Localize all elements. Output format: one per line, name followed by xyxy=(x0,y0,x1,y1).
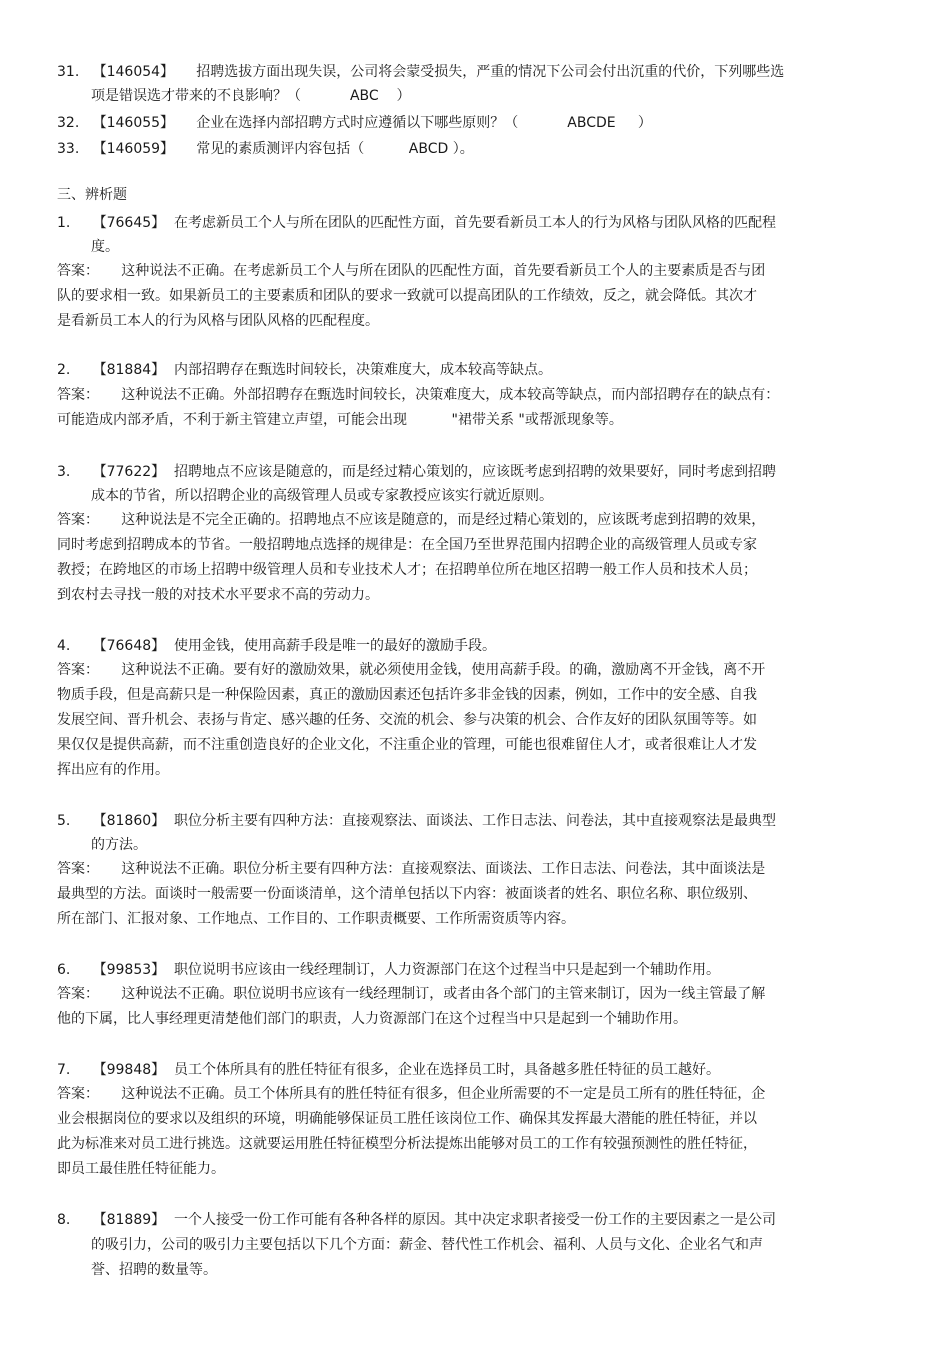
item-2-answer-line2: 可能造成内部矛盾，不利于新主管建立声望，可能会出现 "裙带关系 "或帮派现象等。 xyxy=(57,412,623,428)
mc-item-32: 32. 【146055】 企业在选择内部招聘方式时应遵循以下哪些原则？（ ABCDE ） xyxy=(57,115,652,131)
item-4-answer-line4: 果仅仅是提供高薪，而不注重创造良好的企业文化，不注重企业的管理，可能也很难留住人才，或者很难让人才发 xyxy=(57,737,757,753)
section-title: 三、辨析题 xyxy=(57,187,127,203)
mc-item-33: 33. 【146059】 常见的素质测评内容包括（ ABCD ）。 xyxy=(57,141,474,157)
item-3-question-line2: 成本的节省，所以招聘企业的高级管理人员或专家教授应该实行就近原则。 xyxy=(91,488,553,504)
item-8-question-line1: 8. 【81889】 一个人接受一份工作可能有各种各样的原因。其中决定求职者接受一份工作的主要因素之一是公司 xyxy=(57,1212,777,1228)
item-3-question-line1: 3. 【77622】 招聘地点不应该是随意的，而是经过精心策划的，应该既考虑到招聘的效果要好，同时考虑到招聘 xyxy=(57,464,777,480)
item-5-answer-line1: 答案： 这种说法不正确。职位分析主要有四种方法：直接观察法、面谈法、工作日志法、问卷法，其中面谈法是 xyxy=(57,861,766,877)
item-1-question-line1: 1. 【76645】 在考虑新员工个人与所在团队的匹配性方面，首先要看新员工本人的行为风格与团队风格的匹配程 xyxy=(57,215,777,231)
item-1-answer-line3: 是看新员工本人的行为风格与团队风格的匹配程度。 xyxy=(57,313,379,329)
item-2-answer-line1: 答案： 这种说法不正确。外部招聘存在甄选时间较长，决策难度大，成本较高等缺点，而内部招聘存在的缺点有： xyxy=(57,387,780,403)
item-7-answer-line3: 此为标准来对员工进行挑选。这就要运用胜任特征模型分析法提炼出能够对员工的工作有较强预测性的胜任特征， xyxy=(57,1136,757,1152)
item-4-answer-line2: 物质手段，但是高薪只是一种保险因素，真正的激励因素还包括许多非金钱的因素，例如，工作中的安全感、自我 xyxy=(57,687,757,703)
item-3-answer-line2: 同时考虑到招聘成本的节省。一般招聘地点选择的规律是：在全国乃至世界范围内招聘企业的高级管理人员或专家 xyxy=(57,537,757,553)
item-1-answer-line1: 答案： 这种说法不正确。在考虑新员工个人与所在团队的匹配性方面，首先要看新员工个人的主要素质是否与团 xyxy=(57,263,766,279)
item-5-question-line1: 5. 【81860】 职位分析主要有四种方法：直接观察法、面谈法、工作日志法、问卷法，其中直接观察法是最典型 xyxy=(57,813,777,829)
item-4-answer-line1: 答案： 这种说法不正确。要有好的激励效果，就必须使用金钱，使用高薪手段。的确，激励离不开金钱，离不开 xyxy=(57,662,766,678)
item-6-answer-line2: 他的下属，比人事经理更清楚他们部门的职责，人力资源部门在这个过程当中只是起到一个辅助作用。 xyxy=(57,1011,687,1027)
item-6-answer-line1: 答案： 这种说法不正确。职位说明书应该有一线经理制订，或者由各个部门的主管来制订，因为一线主管最了解 xyxy=(57,986,766,1002)
item-5-answer-line2: 最典型的方法。面谈时一般需要一份面谈清单，这个清单包括以下内容：被面谈者的姓名、职位名称、职位级别、 xyxy=(57,886,757,902)
item-7-answer-line2: 业会根据岗位的要求以及组织的环境，明确能够保证员工胜任该岗位工作、确保其发挥最大潜能的胜任特征，并以 xyxy=(57,1111,757,1127)
item-5-question-line2: 的方法。 xyxy=(91,837,147,853)
item-4-answer-line5: 挥出应有的作用。 xyxy=(57,762,169,778)
item-1-answer-line2: 队的要求相一致。如果新员工的主要素质和团队的要求一致就可以提高团队的工作绩效，反之，就会降低。其次才 xyxy=(57,288,757,304)
item-8-question-line2: 的吸引力，公司的吸引力主要包括以下几个方面：薪金、替代性工作机会、福利、人员与文化、企业名气和声 xyxy=(91,1237,763,1253)
item-5-answer-line3: 所在部门、汇报对象、工作地点、工作目的、工作职责概要、工作所需资质等内容。 xyxy=(57,911,575,927)
item-7-answer-line1: 答案： 这种说法不正确。员工个体所具有的胜任特征有很多，但企业所需要的不一定是员工所有的胜任特征，企 xyxy=(57,1086,766,1102)
item-7-answer-line4: 即员工最佳胜任特征能力。 xyxy=(57,1161,225,1177)
mc-item-31-line2: 项是错误选才带来的不良影响？（ ABC ） xyxy=(91,88,411,104)
item-6-question-line1: 6. 【99853】 职位说明书应该由一线经理制订，人力资源部门在这个过程当中只是起到一个辅助作用。 xyxy=(57,962,721,978)
item-3-answer-line1: 答案： 这种说法是不完全正确的。招聘地点不应该是随意的，而是经过精心策划的，应该既考虑到招聘的效果， xyxy=(57,512,766,528)
item-3-answer-line3: 教授；在跨地区的市场上招聘中级管理人员和专业技术人才；在招聘单位所在地区招聘一般工作人员和技术人员； xyxy=(57,562,757,578)
item-1-question-line2: 度。 xyxy=(91,239,119,255)
item-3-answer-line4: 到农村去寻找一般的对技术水平要求不高的劳动力。 xyxy=(57,587,379,603)
item-4-question-line1: 4. 【76648】 使用金钱，使用高薪手段是唯一的最好的激励手段。 xyxy=(57,638,497,654)
mc-item-31-line1: 31. 【146054】 招聘选拔方面出现失误，公司将会蒙受损失，严重的情况下公司会付出沉重的代价，下列哪些选 xyxy=(57,64,785,80)
item-4-answer-line3: 发展空间、晋升机会、表扬与肯定、感兴趣的任务、交流的机会、参与决策的机会、合作友好的团队氛围等等。如 xyxy=(57,712,757,728)
item-2-question-line1: 2. 【81884】 内部招聘存在甄选时间较长，决策难度大，成本较高等缺点。 xyxy=(57,362,553,378)
item-8-question-line3: 誉、招聘的数量等。 xyxy=(91,1262,217,1278)
item-7-question-line1: 7. 【99848】 员工个体所具有的胜任特征有很多，企业在选择员工时，具备越多胜任特征的员工越好。 xyxy=(57,1062,721,1078)
